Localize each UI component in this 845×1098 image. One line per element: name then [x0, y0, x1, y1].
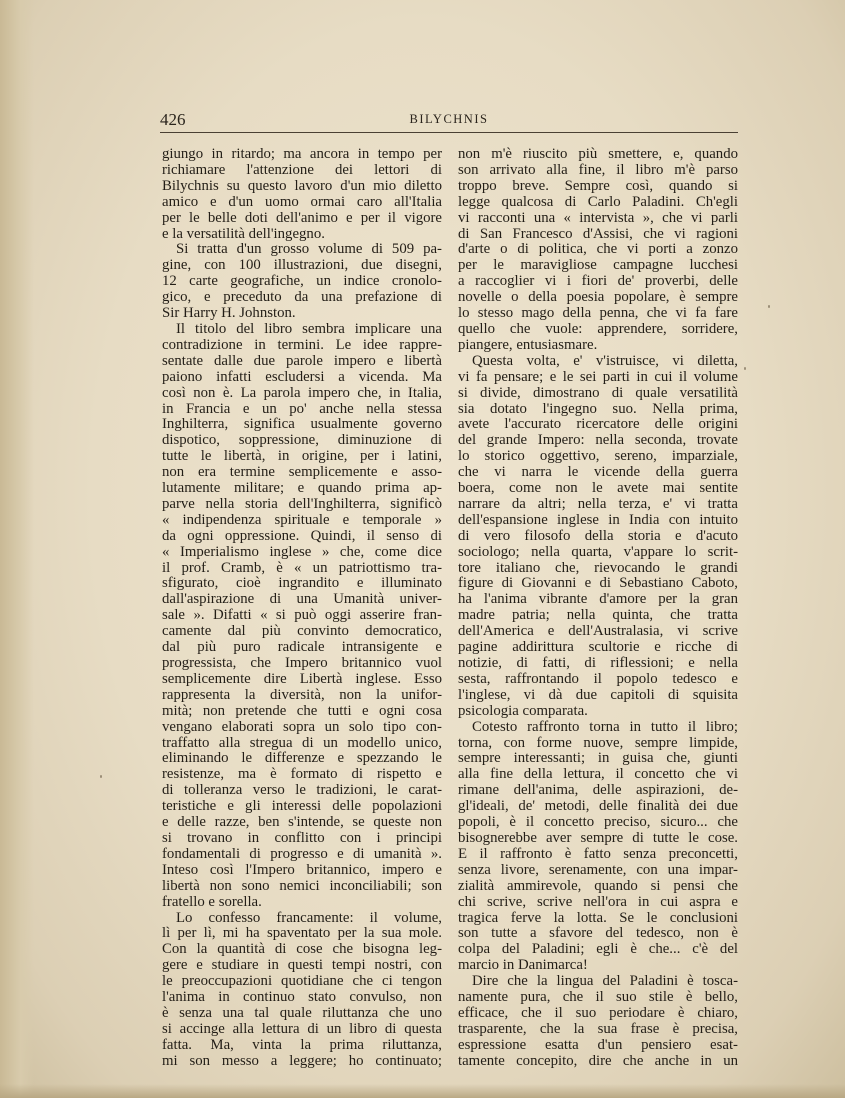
text-line: così non è. La parola impero che, in Italia,: [162, 385, 442, 401]
text-line: è senza una tal quale riluttanza che uno: [162, 1005, 442, 1021]
text-line: rimane dell'anima, delle aspirazioni, de-: [458, 783, 738, 799]
text-line: dal più puro radicale intransigente e: [162, 640, 442, 656]
text-line: parve nella storia dell'Inghilterra, significò: [162, 496, 442, 512]
text-line: Lo confesso francamente: il volume,: [176, 910, 442, 926]
text-line: di San Francesco d'Assisi, che vi ragioni: [458, 226, 738, 242]
text-line: eliminando le differenze e spezzando le: [162, 751, 442, 767]
text-line: libertà non sono nemici inconciliabili; son: [162, 878, 442, 894]
text-line: boera, come non le avete mai sentite: [458, 481, 738, 497]
text-line: progressista, che Impero britannico vuol: [162, 656, 442, 671]
text-line: di vero filosofo della storia e d'acuto: [458, 528, 738, 544]
header-rule: [160, 132, 738, 133]
text-line: vengano elaborati sopra un solo tipo con-: [162, 719, 442, 735]
text-line: narrare da altri; nella terza, e' vi tratta: [458, 496, 738, 512]
text-line: l'inglese, vi dà due capitoli di squisita: [458, 687, 738, 703]
text-line: si accinge alla lettura di un libro di questa: [162, 1021, 442, 1037]
text-line: dell'America e dell'Australasia, vi scrive: [458, 624, 738, 640]
text-line: son tutte a sfavore del tedesco, non è: [458, 926, 738, 942]
text-line: semplicemente dire Libertà inglese. Esso: [162, 671, 442, 687]
text-line: marcio in Danimarca!: [458, 958, 588, 974]
text-line: sale ». Difatti « si può oggi asserire fran-: [162, 608, 442, 624]
text-line: Sir Harry H. Johnston.: [162, 306, 296, 322]
text-line: e la versatilità dell'ingegno.: [162, 226, 325, 242]
text-line: il prof. Cramb, è « un patriottismo tra-: [162, 560, 442, 576]
text-line: mi son messo a leggere; ho continuato;: [162, 1053, 442, 1069]
text-line: legge qualcosa di Carlo Paladini. Ch'egli: [458, 194, 738, 210]
text-line: mità; non pretende che tutti e ogni cosa: [162, 703, 442, 719]
running-title: BILYCHNIS: [409, 112, 489, 126]
text-line: Il titolo del libro sembra implicare una: [176, 321, 442, 337]
text-line: del grande Impero: nella seconda, trovate: [458, 433, 738, 449]
text-line: bisognerebbe aver sempre di tutte le cose.: [458, 830, 738, 846]
text-line: pagine addirittura scultorie e ricche di: [458, 640, 738, 656]
text-line: richiamare l'attenzione dei lettori di: [162, 162, 442, 178]
text-line: camente dal più convinto democratico,: [162, 624, 442, 640]
text-line: tamente concepito, dire che anche in un: [458, 1053, 738, 1069]
text-line: troppo breve. Sempre così, quando si: [458, 178, 738, 194]
text-line: lo storico oggettivo, sereno, imparziale,: [458, 449, 738, 465]
text-line: fatta. Ma, vinta la prima riluttanza,: [162, 1037, 442, 1053]
text-line: ha l'anima vibrante d'amore per la gran: [458, 592, 738, 608]
text-line: Con la quantità di cose che bisogna leg-: [162, 942, 442, 958]
text-line: gl'ideali, de' metodi, delle finalità dei due: [458, 799, 738, 815]
text-line: sfigurato, cioè ingrandito e illuminato: [162, 576, 442, 592]
text-line: alla fine della lettura, il concetto che vi: [458, 767, 738, 783]
text-line: amico e d'un uomo ormai caro all'Italia: [162, 194, 442, 210]
text-line: piangere, entusiasmare.: [458, 337, 598, 353]
text-line: figure di Giovanni e di Sebastiano Caboto,: [458, 576, 738, 592]
text-line: dall'aspirazione di una Umanità univer-: [162, 592, 442, 608]
text-line: sentate dalle due parole impero e libertà: [162, 353, 442, 369]
text-line: da ogni oppressione. Quindi, il senso di: [162, 528, 442, 544]
text-line: vi racconti una « intervista », che vi parli: [458, 210, 738, 226]
text-line: fondamentali di progresso e di umanità ».: [162, 846, 442, 862]
text-line: le preoccupazioni quotidiane che ci tengon: [162, 974, 442, 990]
text-line: sempre interessanti; in guisa che, giunti: [458, 751, 738, 767]
text-line: di tolleranza verso le tradizioni, le carat-: [162, 783, 442, 799]
text-line: Si tratta d'un grosso volume di 509 pa-: [176, 242, 442, 258]
text-line: notizie, di fatti, di riflessioni; e nella: [458, 656, 738, 671]
text-line: « Imperialismo inglese » che, come dice: [162, 544, 442, 560]
text-line: colpa del Paladini; egli è che... c'è del: [458, 942, 738, 958]
text-line: dispotico, soppressione, diminuzione di: [162, 433, 442, 449]
text-line: sociologo; nella quarta, v'appare lo scrit-: [458, 544, 738, 560]
text-line: d'arte o di politica, che vi porti a zonzo: [458, 242, 738, 258]
text-line: dell'espansione inglese in India con intuito: [458, 512, 738, 528]
text-line: teristiche e gli interessi delle popolazioni: [162, 799, 442, 815]
text-line: efficace, che il suo periodare è chiaro,: [458, 1005, 738, 1021]
text-line: non era termine semplicemente e asso-: [162, 465, 442, 481]
text-line: resistenze, ma è formato di rispetto e: [162, 767, 442, 783]
text-line: espressione esatta d'un pensiero esat-: [458, 1037, 738, 1053]
text-line: lì per lì, mi ha spaventato per la sua mole.: [162, 926, 442, 942]
text-line: psicologia comparata.: [458, 703, 588, 719]
text-line: a raccoglier vi i fiori de' proverbi, delle: [458, 274, 738, 290]
paper-speck: [100, 775, 102, 778]
text-line: sia dotato l'ingegno suo. Nella prima,: [458, 401, 738, 417]
text-line: paiono infatti escludersi a vicenda. Ma: [162, 369, 442, 385]
text-line: tutte le libertà, in origine, per i latini,: [162, 449, 442, 465]
text-line: trasparente, che la sua frase è precisa,: [458, 1021, 738, 1037]
text-line: tore italiano che, rievocando le grandi: [458, 560, 738, 576]
text-line: gico, e preceduto da una prefazione di: [162, 290, 442, 306]
text-line: gine, con 100 illustrazioni, due disegni,: [162, 258, 442, 274]
text-line: Dire che la lingua del Paladini è tosca-: [472, 974, 738, 990]
left-text-column: [162, 147, 442, 1070]
page-left-edge-shadow: [0, 0, 34, 1098]
text-line: madre patria; nella quinta, che tratta: [458, 608, 738, 624]
text-line: quello che vuole: apprendere, sorridere,: [458, 321, 738, 337]
page-number: 426: [160, 110, 186, 129]
text-line: senza livore, serenamente, con una impar-: [458, 862, 738, 878]
text-line: lo stesso mago della penna, che vi fa fare: [458, 306, 738, 322]
text-line: E il raffronto è fatto senza preconcetti,: [458, 846, 738, 862]
text-line: Inghilterra, significa usualmente governo: [162, 417, 442, 433]
text-line: Bilychnis su questo lavoro d'un mio diletto: [162, 178, 442, 194]
page-bottom-edge-shadow: [0, 1084, 845, 1098]
text-line: l'anima in continuo stato convulso, non: [162, 990, 442, 1006]
text-line: « indipendenza spirituale e temporale »: [162, 512, 442, 528]
text-line: zialità ammirevole, quando si pensi che: [458, 878, 738, 894]
text-line: torna, con forme nuove, sempre limpide,: [458, 735, 738, 751]
text-line: in Francia e un po' anche nella stessa: [162, 401, 442, 417]
text-line: chi scrive, scrive nell'ora in cui aspra e: [458, 894, 738, 910]
text-line: si trovano in conflitto con i principi: [162, 830, 442, 846]
text-line: Inteso così l'Impero britannico, impero e: [162, 862, 442, 878]
text-line: che vi narra le vicende della guerra: [458, 465, 738, 481]
text-line: popoli, è il concetto preciso, sicuro... che: [458, 815, 738, 831]
text-line: Questa volta, e' v'istruisce, vi diletta,: [472, 353, 738, 369]
paper-speck: [768, 305, 770, 308]
text-line: namente pura, che il suo stile è bello,: [458, 990, 738, 1006]
text-line: fratello e sorella.: [162, 894, 262, 910]
text-line: avete l'accurato ricercatore delle origini: [458, 417, 738, 433]
text-line: gere e studiare in questi tempi nostri, con: [162, 958, 442, 974]
page-header: [160, 110, 738, 134]
text-line: si divide, dimostrano di quale versatilità: [458, 385, 738, 401]
text-line: novelle o della poesia popolare, è sempre: [458, 290, 738, 306]
text-line: son arrivato alla fine, il libro m'è parso: [458, 162, 738, 178]
text-line: traffatto alla stregua di un modello unico,: [162, 735, 442, 751]
text-line: e delle razze, ben s'intende, se queste non: [162, 815, 442, 831]
text-line: non m'è riuscito più smettere, e, quando: [458, 147, 738, 162]
text-line: vi fa pensare; e le sei parti in cui il volume: [458, 369, 738, 385]
text-line: per le belle doti dell'animo e per il vigore: [162, 210, 442, 226]
text-line: lutamente militare; e quando prima ap-: [162, 481, 442, 497]
text-line: rappresenta la diversità, non la unifor-: [162, 687, 442, 703]
text-line: Cotesto raffronto torna in tutto il libro;: [472, 719, 738, 735]
text-line: sesta, raffrontando il popolo tedesco e: [458, 671, 738, 687]
right-text-column: [458, 147, 738, 1070]
text-line: contradizione in termini. Le idee rappre-: [162, 337, 442, 353]
paper-speck: [744, 367, 746, 370]
text-line: 12 carte geografiche, un indice cronolo-: [162, 274, 442, 290]
text-line: giungo in ritardo; ma ancora in tempo per: [162, 147, 442, 162]
text-line: per le maravigliose campagne lucchesi: [458, 258, 738, 274]
text-line: tragica ferve la lotta. Se le conclusioni: [458, 910, 738, 926]
